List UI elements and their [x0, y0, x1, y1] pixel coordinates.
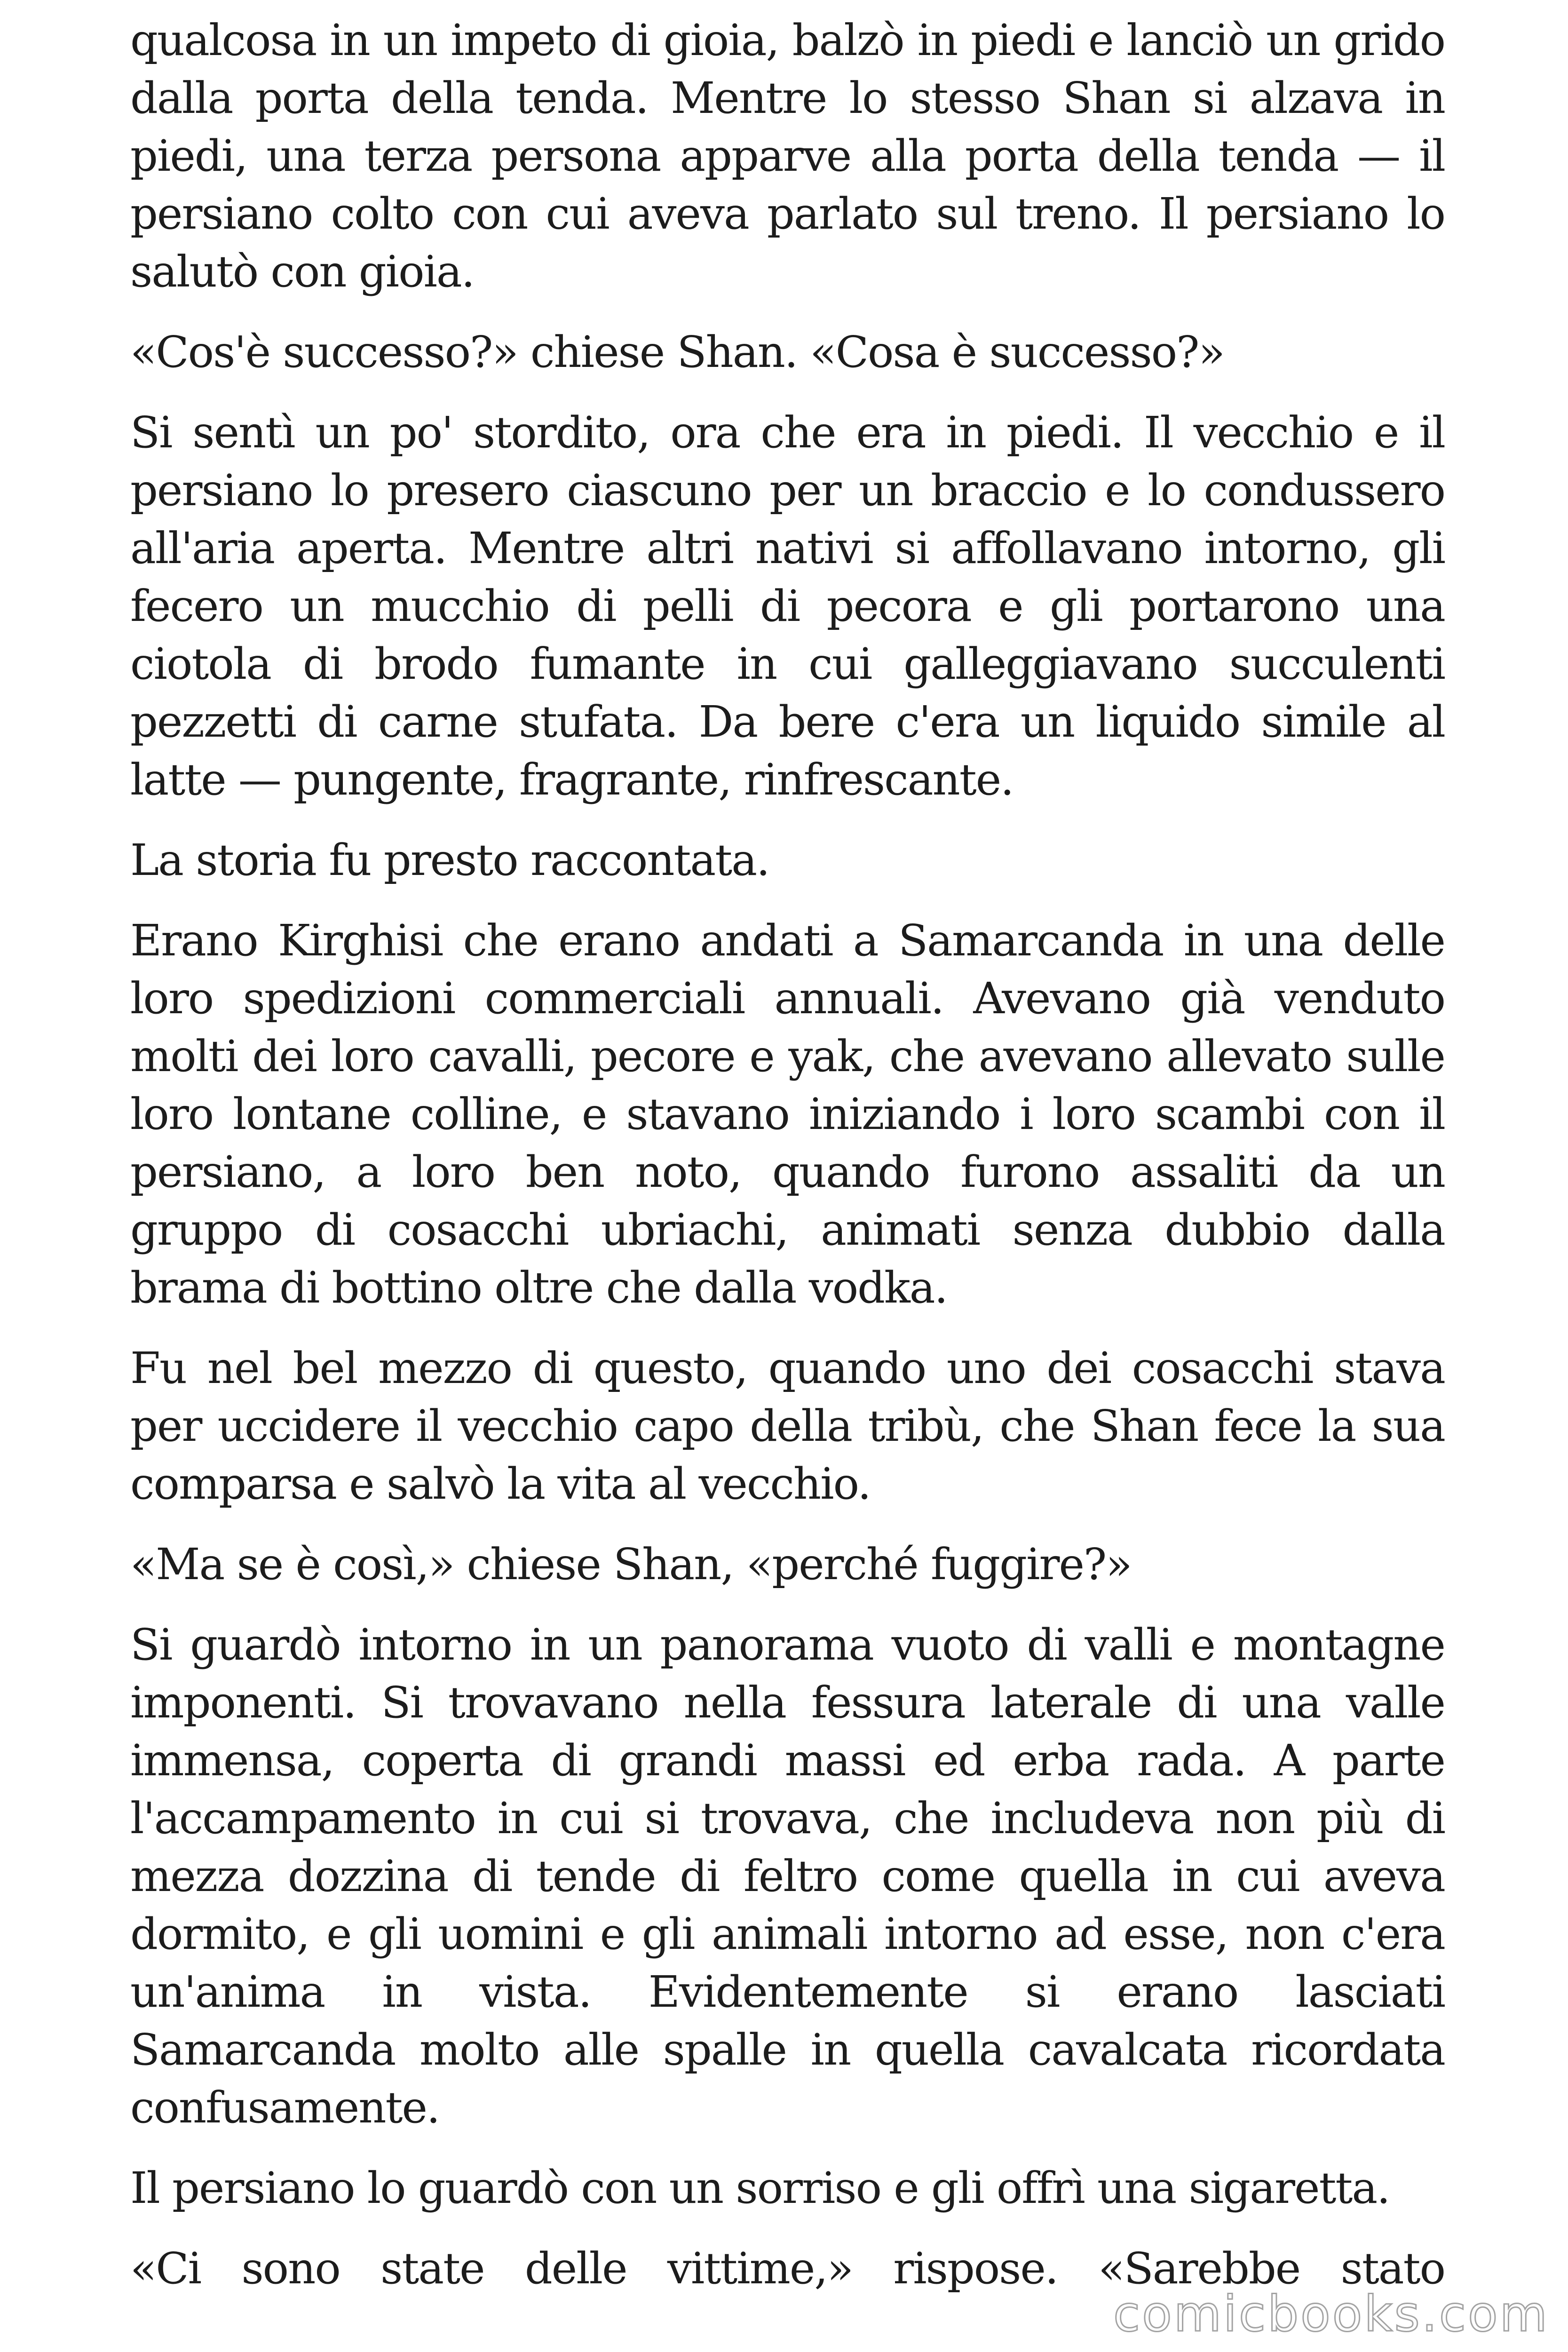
- paragraph: Il persiano lo guardò con un sorriso e gli offrì una sigaretta.: [130, 2163, 1390, 2213]
- paragraph: Si sentì un po' stordito, ora che era in piedi. Il vecchio e il persiano lo presero ciascuno per un braccio e lo condussero all'aria aperta. Mentre altri nativi si affollavano intorno, gli fecero un mucchio di pelli di pecora e gli portarono una ciotola di brodo fumante in cui galleggiavano succulenti pezzetti di carne stufata. Da bere c'era un liquido simile al latte — pungente, fragrante, rinfrescante.: [130, 407, 1445, 805]
- page-body: [130, 11, 1445, 2297]
- paragraph: qualcosa in un impeto di gioia, balzò in piedi e lanciò un grido dalla porta della tenda. Mentre lo stesso Shan si alzava in piedi, una terza persona apparve alla porta della tenda — il persiano colto con cui aveva parlato sul treno. Il persiano lo salutò con gioia.: [130, 15, 1445, 297]
- paragraph: «Cos'è successo?» chiese Shan. «Cosa è successo?»: [130, 327, 1224, 377]
- paragraph: Si guardò intorno in un panorama vuoto di valli e montagne imponenti. Si trovavano nella fessura laterale di una valle immensa, coperta di grandi massi ed erba rada. A parte l'accampamento in cui si trovava, che includeva non più di mezza dozzina di tende di feltro come quella in cui aveva dormito, e gli uomini e gli animali intorno ad esse, non c'era un'anima in vista. Evidentemente si erano lasciati Samarcanda molto alle spalle in quella cavalcata ricordata confusamente.: [130, 1620, 1445, 2133]
- paragraph: Fu nel bel mezzo di questo, quando uno dei cosacchi stava per uccidere il vecchio capo della tribù, che Shan fece la sua comparsa e salvò la vita al vecchio.: [130, 1343, 1445, 1509]
- paragraph: Erano Kirghisi che erano andati a Samarcanda in una delle loro spedizioni commerciali annuali. Avevano già venduto molti dei loro cavalli, pecore e yak, che avevano allevato sulle loro lontane colline, e stavano iniziando i loro scambi con il persiano, a loro ben noto, quando furono assaliti da un gruppo di cosacchi ubriachi, animati senza dubbio dalla brama di bottino oltre che dalla vodka.: [130, 915, 1445, 1313]
- paragraph: «Ma se è così,» chiese Shan, «perché fuggire?»: [130, 1539, 1132, 1589]
- watermark: comicbooks.com: [1113, 2285, 1549, 2343]
- paragraph: «Ci sono state delle vittime,» rispose. «Sarebbe stato: [130, 2243, 1445, 2294]
- paragraph: La storia fu presto raccontata.: [130, 835, 769, 885]
